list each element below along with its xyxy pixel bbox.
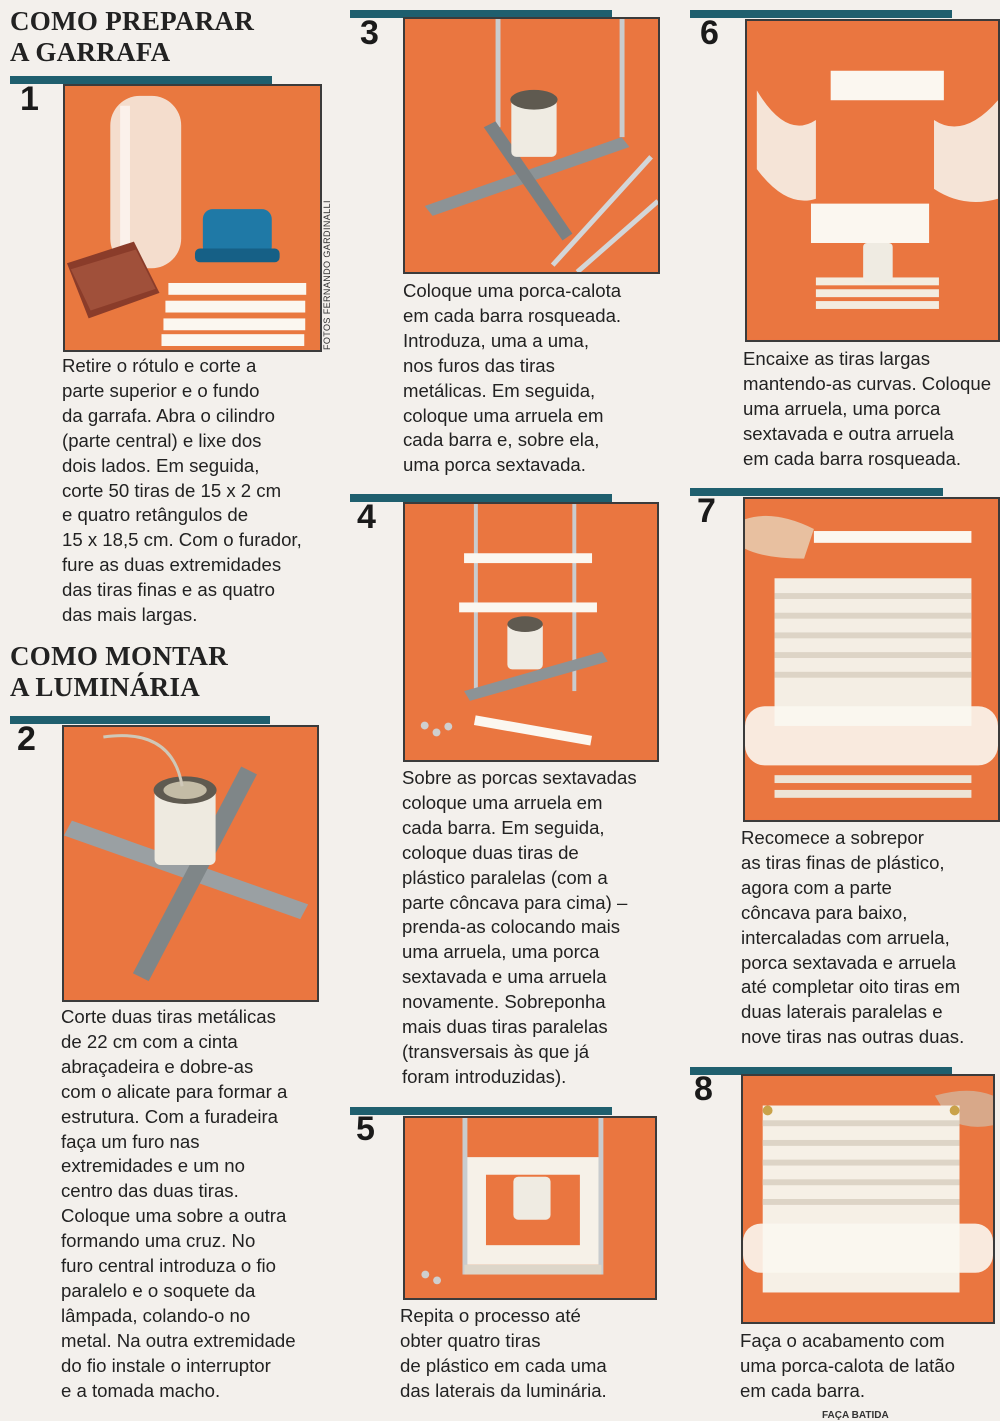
step-8-text: Faça o acabamento com uma porca-calota de latão em cada barra. (740, 1330, 955, 1401)
bottle-cylinder-illustration (65, 86, 320, 350)
finished-lamp-illustration (743, 1076, 993, 1322)
step-4-bar (350, 494, 612, 502)
square-frame-illustration (405, 1118, 655, 1298)
step-8-number: 8 (694, 1070, 713, 1108)
step-1-number: 1 (20, 80, 39, 118)
step-7-bar (690, 488, 943, 496)
step-5-text: Repita o processo até obter quatro tiras de plástico em cada uma das laterais da luminária. (400, 1305, 607, 1401)
step-5-bar (350, 1107, 612, 1115)
step-5-number: 5 (356, 1110, 375, 1148)
step-3-number: 3 (360, 14, 379, 52)
step-6-text: Encaixe as tiras largas mantendo-as curvas. Coloque uma arruela, uma porca sextavada e outra arruela em cada barra rosqueada. (743, 348, 992, 469)
first-strips-illustration (405, 504, 657, 760)
rods-on-cross-illustration (405, 19, 658, 272)
step-1-photo (63, 84, 322, 352)
step-1-bar (10, 76, 272, 84)
step-2-text: Corte duas tiras metálicas de 22 cm com a cinta abraçadeira e dobre-as com o alicate para formar a estrutura. Com a furadeira faça um furo nas extremidades e um no centro das duas tiras. Coloque uma sobre a outra formando uma cruz. No furo central introduza o fio paralelo e o soquete da lâmpada, colando-o no metal. Na outra extremidade do fio instale o interruptor e a tomada macho. (61, 1006, 296, 1401)
section-title-assemble: COMO MONTAR A LUMINÁRIA (10, 641, 229, 702)
step-4-photo (403, 502, 659, 762)
step-4-number: 4 (357, 498, 376, 536)
photo-credit: FOTOS FERNANDO GARDINALLI (322, 200, 332, 350)
wide-curved-panels-illustration (747, 21, 998, 340)
step-2-photo (62, 725, 319, 1002)
step-6-bar (690, 10, 952, 18)
step-8-photo (741, 1074, 995, 1324)
step-3-photo (403, 17, 660, 274)
step-7-number: 7 (697, 492, 716, 530)
step-4-text: Sobre as porcas sextavadas coloque uma arruela em cada barra. Em seguida, coloque duas tiras de plástico paralelas (com a parte côncava para cima) – prenda-as colocando mais uma arruela, uma porca sextavada e uma arruela novamente. Sobreponha mais duas tiras paralelas (transversais às que já foram introduzidas). (402, 767, 637, 1087)
step-2-number: 2 (17, 720, 36, 758)
metal-cross-socket-illustration (64, 727, 317, 1000)
step-7-text: Recomece a sobrepor as tiras finas de plástico, agora com a parte côncava para baixo, intercaladas com arruela, porca sextavada e arruela até completar oito tiras em duas laterais paralelas e nove tiras nas outras duas. (741, 827, 965, 1048)
step-7-photo (743, 497, 1000, 822)
step-2-bar (10, 716, 270, 724)
step-6-number: 6 (700, 14, 719, 52)
step-6-photo (745, 19, 1000, 342)
step-5-photo (403, 1116, 657, 1300)
page-footer: FAÇA BATIDA (822, 1410, 889, 1421)
section-title-prepare: COMO PREPARAR A GARRAFA (10, 6, 255, 67)
step-3-text: Coloque uma porca-calota em cada barra rosqueada. Introduza, uma a uma, nos furos das tiras metálicas. Em seguida, coloque uma arruela em cada barra e, sobre ela, uma porca sextavada. (403, 280, 622, 476)
step-1-text: Retire o rótulo e corte a parte superior e o fundo da garrafa. Abra o cilindro (parte central) e lixe dos dois lados. Em seguida, corte 50 tiras de 15 x 2 cm e quatro retângulos de 15 x 18,5 cm. Com o furador, fure as duas extremidades das tiras finas e as quatro das mais largas. (62, 355, 302, 626)
stacked-strips-illustration (745, 499, 998, 820)
